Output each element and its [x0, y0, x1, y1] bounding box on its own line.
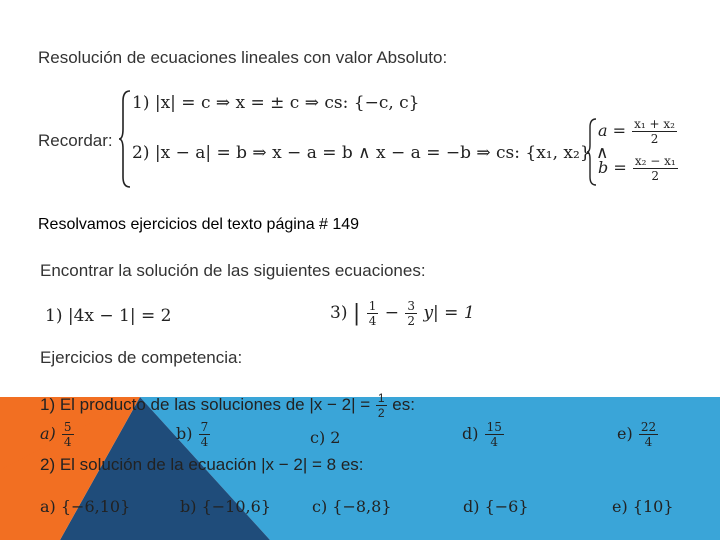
q1-option-e-fraction — [639, 421, 658, 448]
b-fraction — [633, 155, 678, 182]
q1-option-d-fraction — [485, 421, 504, 448]
minus-sign: − — [384, 303, 399, 323]
a-denominator: 2 — [650, 132, 659, 146]
exercise-3 — [330, 300, 475, 327]
left-brace — [118, 89, 132, 189]
q1-option-a-label: a) — [40, 424, 56, 443]
encontrar-heading: Encontrar la solución de las siguientes ecuaciones: — [40, 261, 426, 280]
q1-option-a-fraction — [62, 421, 74, 448]
rule-1: 1) |x| = c ⇒ x = ± c ⇒ cs: {−c, c} — [132, 93, 420, 113]
q1-option-e[interactable] — [617, 421, 659, 448]
frac2-num: 3 — [407, 299, 416, 313]
competencia-heading: Ejercicios de competencia: — [40, 348, 243, 367]
q1-frac-den: 2 — [377, 406, 385, 420]
a-lhs: a = — [598, 121, 627, 140]
q1-a-num: 5 — [63, 420, 72, 434]
b-lhs: b = — [598, 158, 627, 177]
a-fraction — [632, 118, 677, 145]
q1-a-den: 4 — [63, 435, 72, 449]
q1-d-den: 4 — [490, 435, 499, 449]
abs-bar-left: | — [352, 301, 361, 326]
question-1 — [40, 392, 415, 419]
question-2: 2) El solución de la ecuación |x − 2| = 8 es: — [40, 455, 364, 474]
exercise-3-frac2 — [405, 300, 417, 327]
resolvamos-text: Resolvamos ejercicios del texto página # 149 — [38, 216, 360, 233]
exercise-3-tail: y| = 1 — [423, 303, 475, 323]
q2-option-e[interactable]: e) {10} — [612, 497, 674, 516]
a-formula — [598, 118, 678, 145]
q1-option-b-label: b) — [176, 424, 193, 443]
q1-e-num: 22 — [640, 420, 657, 434]
question-1-fraction — [376, 392, 387, 419]
q1-frac-num: 1 — [377, 391, 385, 405]
rule-2: 2) |x − a| = b ⇒ x − a = b ∧ x − a = −b ⇒ cs: {x₁, x₂} ∧ — [132, 143, 609, 163]
b-denominator: 2 — [651, 169, 660, 183]
q2-option-a[interactable]: a) {−6,10} — [40, 497, 131, 516]
question-1-end: es: — [392, 394, 415, 414]
q1-option-a[interactable] — [40, 421, 75, 448]
b-formula — [598, 155, 679, 182]
frac2-den: 2 — [407, 314, 416, 328]
b-numerator: x₂ − x₁ — [634, 154, 676, 168]
q1-option-d[interactable] — [462, 421, 505, 448]
q1-option-b[interactable] — [176, 421, 211, 448]
exercise-1: 1) |4x − 1| = 2 — [45, 306, 172, 326]
recordar-label: Recordar: — [38, 131, 113, 150]
q1-e-den: 4 — [644, 435, 653, 449]
q1-option-e-label: e) — [617, 424, 633, 443]
q1-b-num: 7 — [200, 420, 209, 434]
a-numerator: x₁ + x₂ — [634, 117, 675, 131]
q1-d-num: 15 — [486, 420, 502, 434]
q1-option-b-fraction — [199, 421, 211, 448]
question-1-text: 1) El producto de las soluciones de |x − 2| = — [40, 394, 371, 414]
frac1-num: 1 — [368, 299, 377, 313]
exercise-3-frac1 — [367, 300, 379, 327]
q1-option-d-label: d) — [462, 424, 479, 443]
q2-option-d[interactable]: d) {−6} — [463, 497, 529, 516]
q2-option-b[interactable]: b) {−10,6} — [180, 497, 271, 516]
q1-option-c[interactable]: c) 2 — [310, 428, 341, 447]
q2-option-c[interactable]: c) {−8,8} — [312, 497, 392, 516]
q1-b-den: 4 — [200, 435, 209, 449]
page-title: Resolución de ecuaciones lineales con valor Absoluto: — [38, 48, 448, 67]
exercise-3-number: 3) — [330, 303, 348, 323]
right-brace — [586, 117, 598, 187]
frac1-den: 4 — [368, 314, 377, 328]
